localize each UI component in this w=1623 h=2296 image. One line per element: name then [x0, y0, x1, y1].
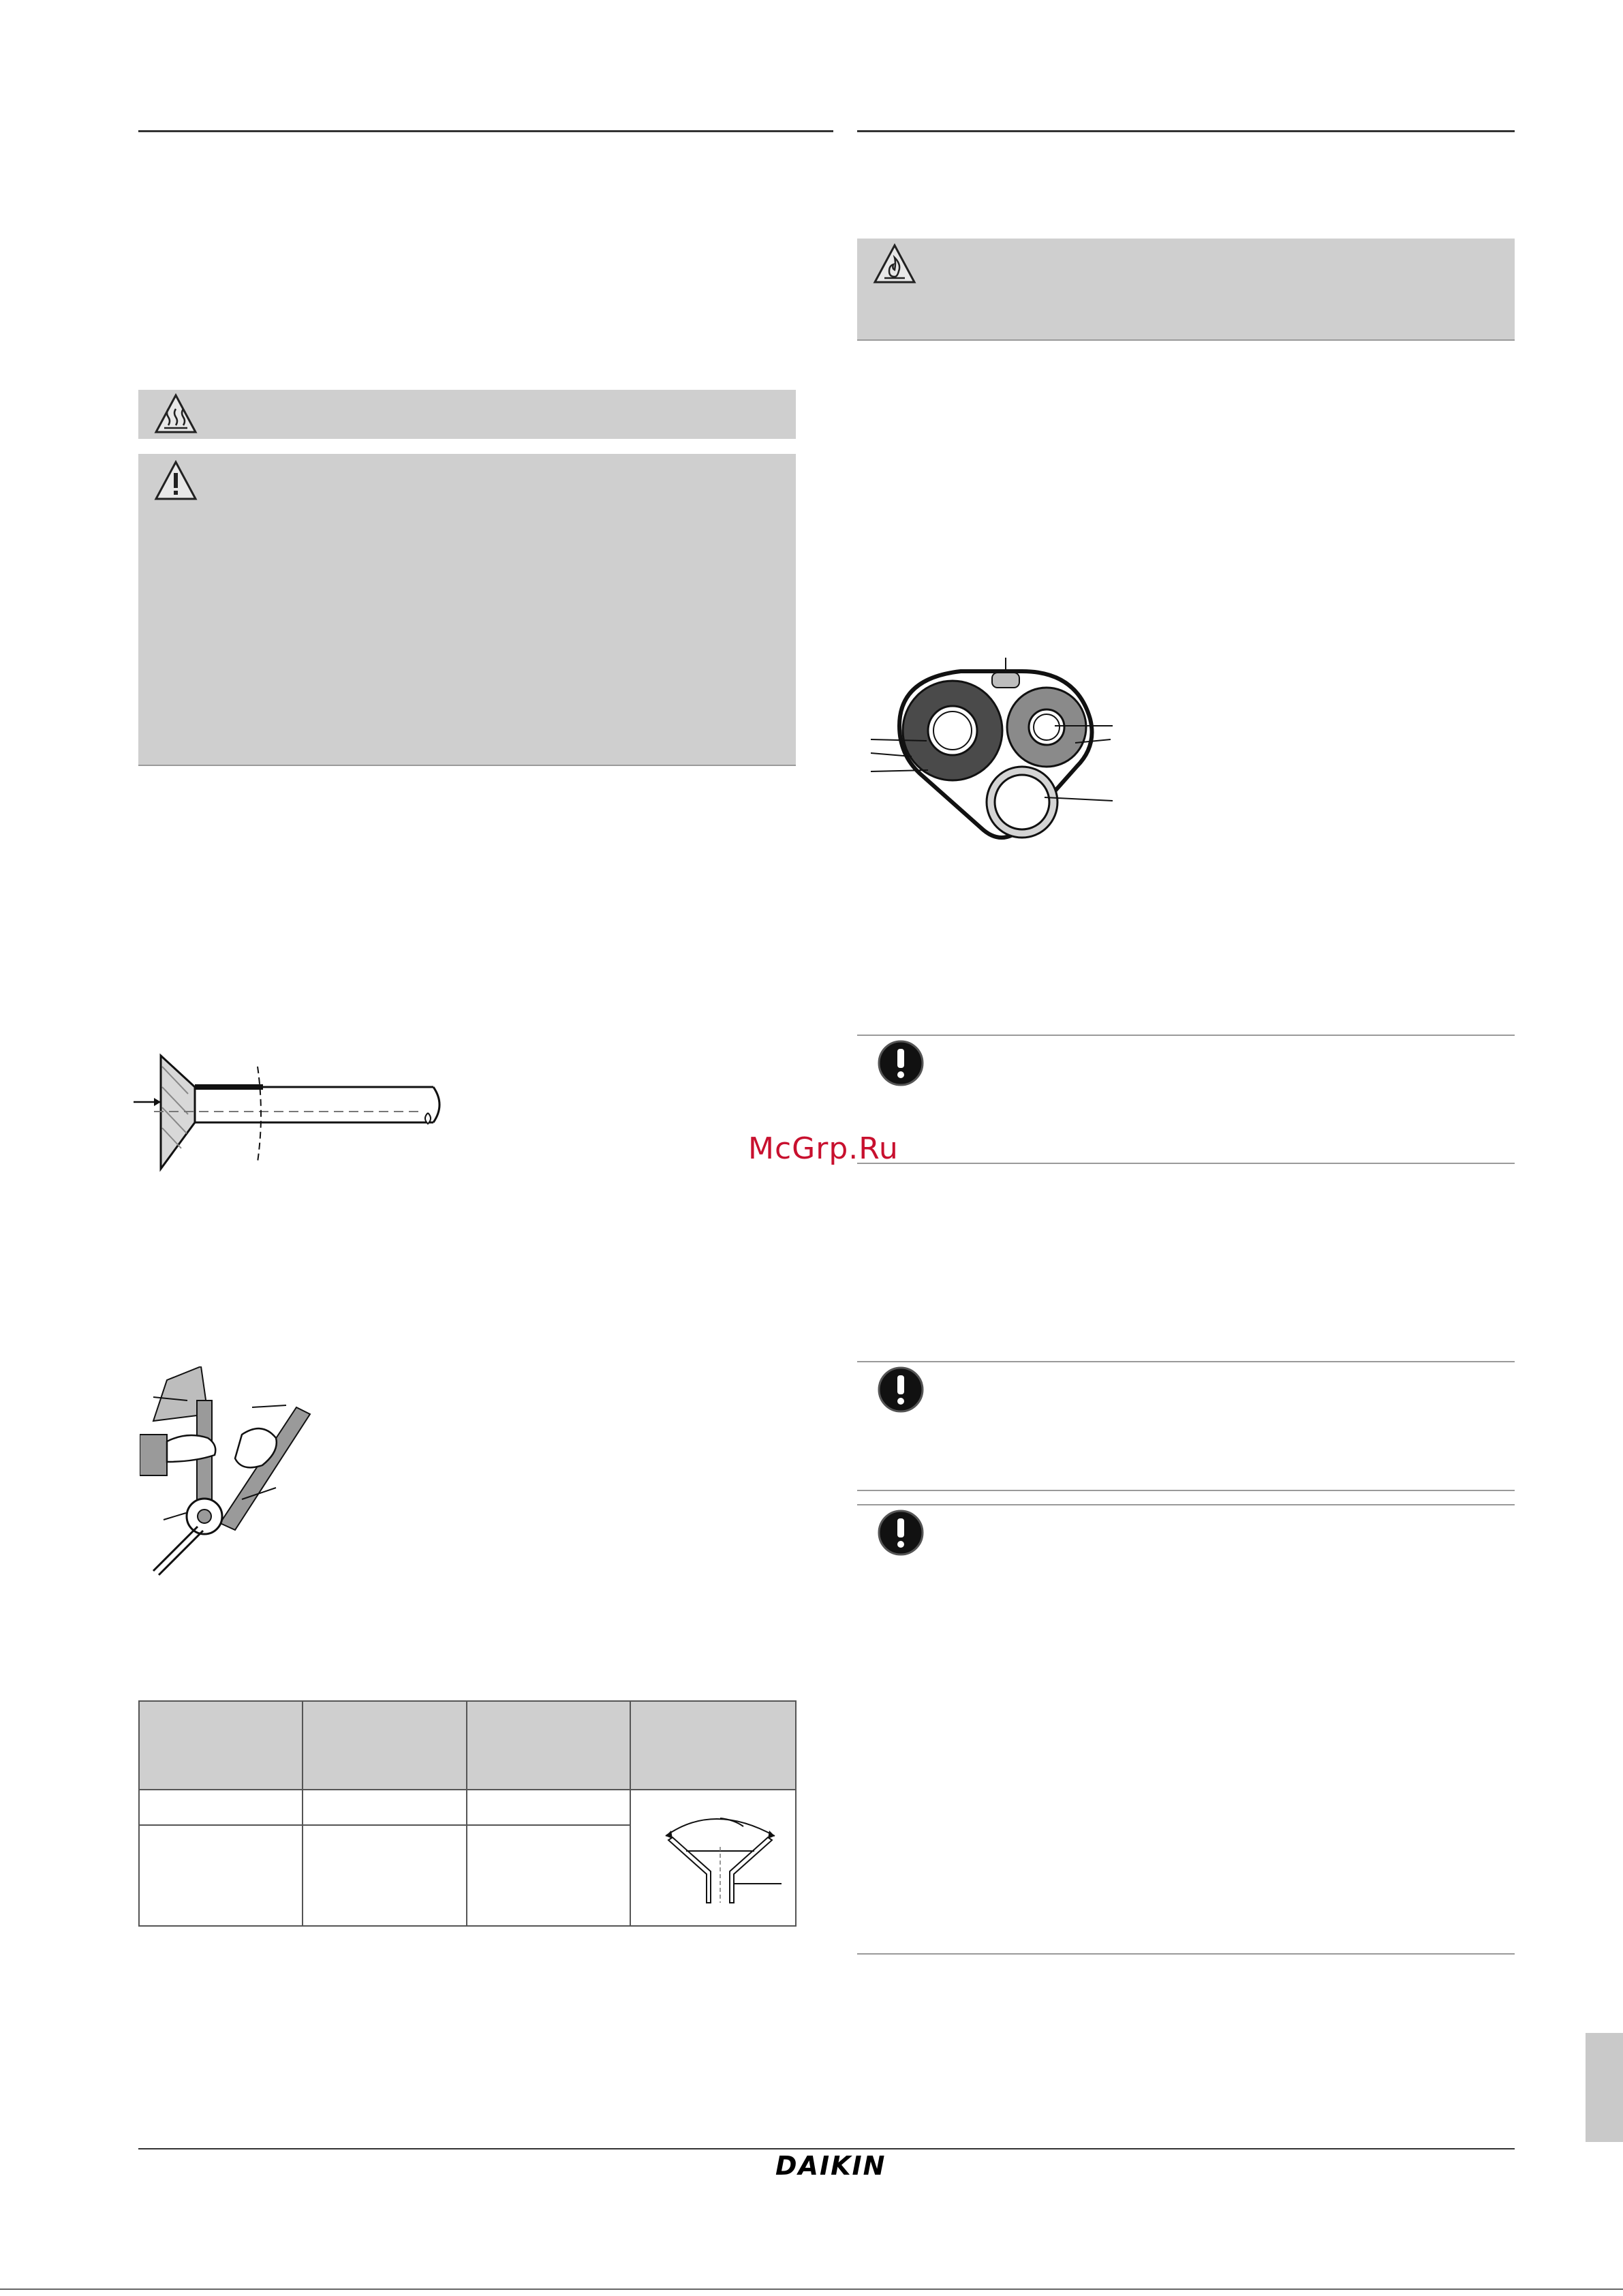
table-header-cell	[139, 1701, 303, 1790]
notice-1-top-rule	[857, 1035, 1515, 1036]
exclamation-circle-icon	[877, 1509, 925, 1557]
table-cell	[467, 1825, 630, 1926]
hot-surface-warning-icon	[153, 393, 198, 435]
notice-3-bottom-rule	[857, 1953, 1515, 1955]
notice-1-bottom-rule	[857, 1163, 1515, 1164]
table-cell	[467, 1790, 630, 1825]
flammable-warning-icon	[872, 243, 917, 285]
exclamation-circle-icon	[877, 1366, 925, 1413]
flare-shape-cell	[630, 1790, 796, 1926]
warning-triangle-icon	[153, 459, 198, 502]
page-bottom-rule	[0, 2289, 1623, 2290]
flare-shape-diagram	[645, 1809, 782, 1908]
table-cell	[303, 1790, 466, 1825]
notice-2-top-rule	[857, 1361, 1515, 1362]
table-cell	[139, 1825, 303, 1926]
table-cell	[303, 1825, 466, 1926]
table-header-cell	[467, 1701, 630, 1790]
hot-surface-caution-box	[138, 390, 796, 439]
table-row	[139, 1790, 796, 1825]
flammable-box-bottom-rule	[857, 339, 1515, 341]
warning-box	[138, 454, 796, 765]
flare-dimension-table	[138, 1700, 797, 1927]
table-header-cell	[303, 1701, 466, 1790]
flare-oil-diagram	[134, 1046, 447, 1182]
table-header-row	[139, 1701, 796, 1790]
exclamation-circle-icon	[877, 1039, 925, 1087]
header-rule-right	[857, 130, 1515, 132]
daikin-logo: DAIKIN	[775, 2151, 886, 2181]
notice-2-bottom-rule	[857, 1490, 1515, 1491]
wrench-tightening-diagram	[140, 1366, 324, 1591]
footer-rule	[138, 2148, 1515, 2149]
watermark: McGrp.Ru	[748, 1131, 899, 1166]
table-header-cell	[630, 1701, 796, 1790]
flammable-caution-box	[857, 239, 1515, 339]
notice-3-top-rule	[857, 1504, 1515, 1505]
warning-box-bottom-rule	[138, 765, 796, 766]
chapter-side-tab	[1586, 2033, 1623, 2142]
pipe-insulation-diagram	[871, 658, 1123, 848]
header-rule	[138, 130, 833, 132]
table-cell	[139, 1790, 303, 1825]
